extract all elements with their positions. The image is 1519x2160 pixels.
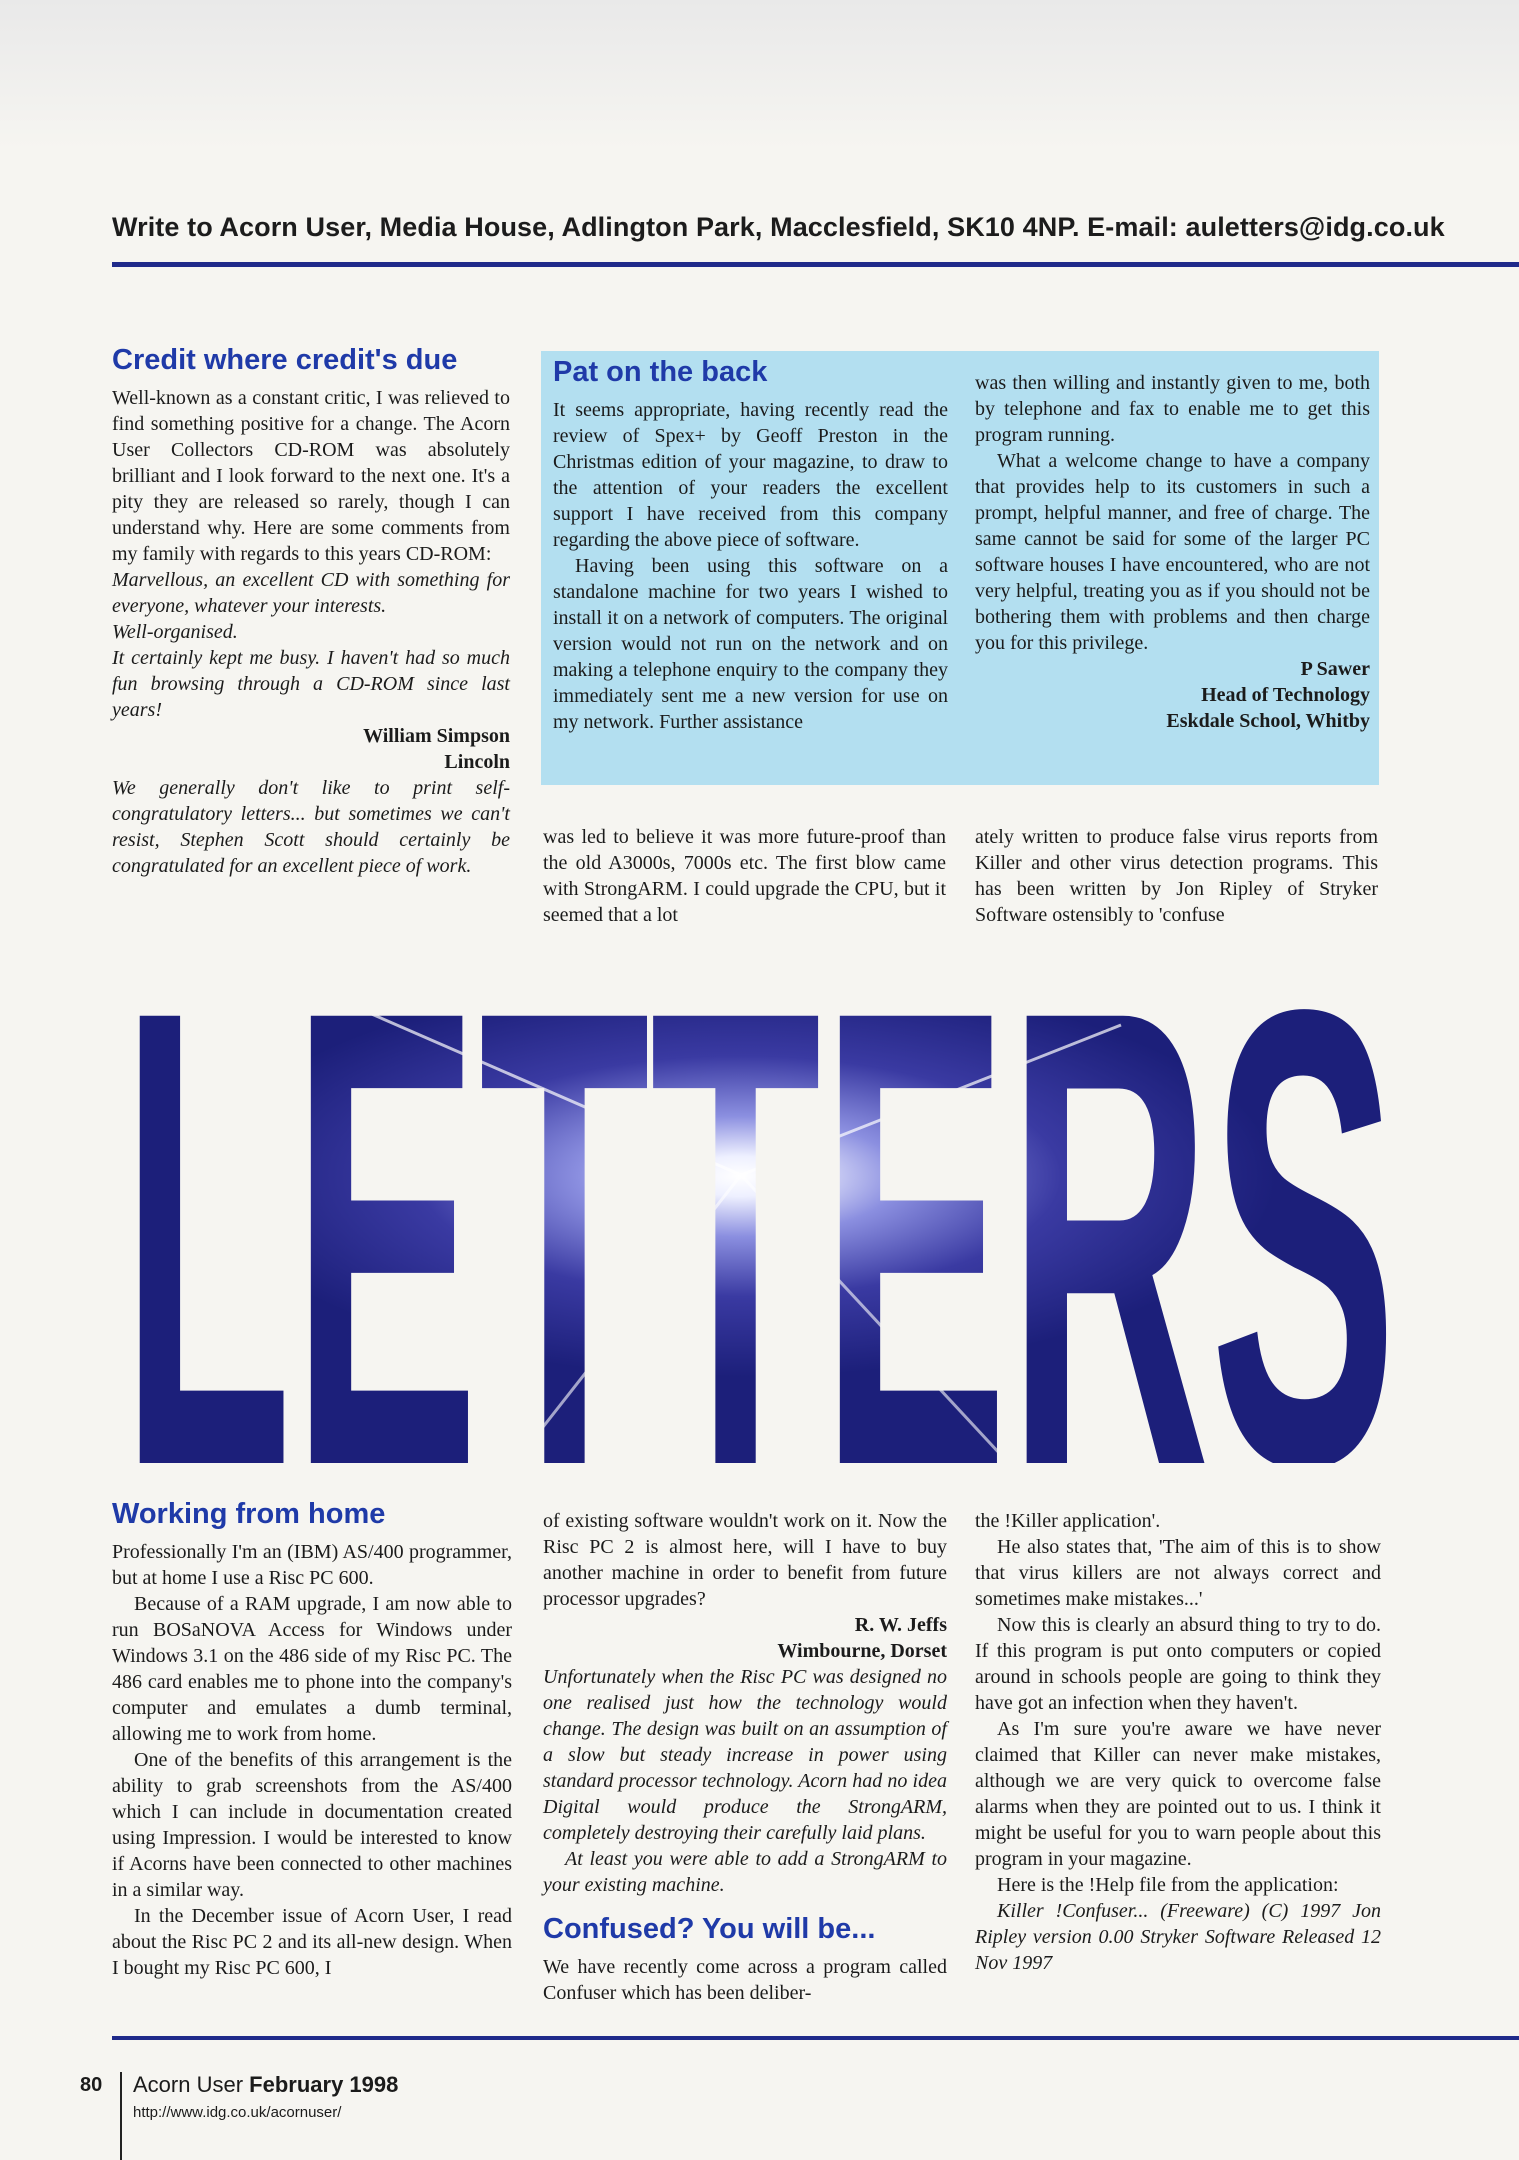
letter-working-signature-name: R. W. Jeffs	[854, 1614, 947, 1636]
letter-pat-p3: was then willing and instantly given to me, both by telephone and fax to enable me to get this program running.	[975, 372, 1370, 446]
letters-banner	[121, 985, 1397, 1463]
letter-credit-heading: Credit where credit's due	[112, 344, 458, 376]
letter-confused-p7: Killer !Confuser... (Freeware) (C) 1997 Jon Ripley version 0.00 Stryker Software Released 12 Nov 1997	[975, 1900, 1381, 1974]
letter-credit-signature-place: Lincoln	[444, 751, 510, 773]
letter-credit-quote-3: It certainly kept me busy. I haven't had so much fun browsing through a CD-ROM since last years!	[112, 647, 510, 721]
letter-credit-body: Well-known as a constant critic, I was relieved to find something positive for a change. The Acorn User Collectors CD-ROM was absolutely brilliant and I look forward to the next one. It's a pity they are released so rarely, though I can understand why. Here are some comments from my family with regards to this years CD-ROM:	[112, 387, 510, 565]
letter-working-p5: of existing software wouldn't work on it. Now the Risc PC 2 is almost here, will I have to buy another machine in order to benefit from future processor upgrades?	[543, 1510, 947, 1610]
letter-working-heading: Working from home	[112, 1498, 386, 1530]
letter-credit-quote-2: Well-organised.	[112, 621, 238, 643]
letter-pat-heading: Pat on the back	[553, 356, 768, 388]
letter-confused-col3	[975, 1508, 1381, 1976]
letter-working-p4: In the December issue of Acorn User, I read about the Risc PC 2 and its all-new design. When I bought my Risc PC 600, I	[112, 1905, 512, 1979]
letter-confused-heading: Confused? You will be...	[543, 1913, 876, 1945]
letter-pat-p4: What a welcome change to have a company that provides help to its customers in such a prompt, helpful manner, and free of charge. The same cannot be said for some of the larger PC software houses I have encountered, who are not very helpful, treating you as if you should not be bothering them with problems and then charge you for this privilege.	[975, 450, 1370, 654]
page-top-wash	[0, 0, 1519, 150]
letter-confused-continued-top: ately written to produce false virus reports from Killer and other virus detection programs. This has been written by Jon Ripley of Stryker Software ostensibly to 'confuse	[975, 826, 1378, 926]
letter-credit-signature-name: William Simpson	[363, 725, 510, 747]
letter-pat-signature-name: P Sawer	[1300, 658, 1370, 680]
letter-pat-signature-role: Head of Technology	[1201, 684, 1370, 706]
footer-divider	[120, 2072, 122, 2160]
letter-confused-p3: He also states that, 'The aim of this is to show that virus killers are not always correct and sometimes make mistakes...'	[975, 1536, 1381, 1610]
letter-pat-p2: Having been using this software on a standalone machine for two years I wished to install it on a network of computers. The original version would not run on the network and on making a telephone enquiry to the company they immediately sent me a new version for use on my network. Further assistance	[553, 555, 948, 733]
letter-working-editor-reply-1: Unfortunately when the Risc PC was designed no one realised just how the technology would change. The design was built on an assumption of a slow but steady increase in power using standard processor technology. Acorn had no idea Digital would produce the StrongARM, completely destroying their carefully laid plans.	[543, 1666, 947, 1844]
letter-pat-signature-school: Eskdale School, Whitby	[1166, 710, 1370, 732]
letter-pat-col2	[975, 370, 1370, 734]
page-number: 80	[80, 2074, 103, 2096]
letter-working	[112, 1497, 512, 1981]
header-rule	[112, 262, 1519, 267]
footer-magazine: Acorn User	[133, 2072, 244, 2097]
letter-pat-col1	[553, 355, 948, 735]
letters-address-header: Write to Acorn User, Media House, Adlington Park, Macclesfield, SK10 4NP. E-mail: auletters@idg.co.uk	[112, 212, 1445, 242]
letter-confused-p4: Now this is clearly an absurd thing to try to do. If this program is put onto computers or copied around in schools people are going to think they have got an infection when they haven't.	[975, 1614, 1381, 1714]
letter-confused-p5: As I'm sure you're aware we have never claimed that Killer can never make mistakes, although we are very quick to overcome false alarms when they are pointed out to us. I think it might be useful for you to warn people about this program in your magazine.	[975, 1718, 1381, 1870]
letter-working-signature-place: Wimbourne, Dorset	[777, 1640, 947, 1662]
letter-pat-p1: It seems appropriate, having recently read the review of Spex+ by Geoff Preston in the Christmas edition of your magazine, to draw to the attention of your readers the excellent support I have received from this company regarding the above piece of software.	[553, 399, 948, 551]
letter-confused-p1: We have recently come across a program called Confuser which has been deliber-	[543, 1956, 947, 2004]
footer-url: http://www.idg.co.uk/acornuser/	[133, 2104, 342, 2121]
letter-working-editor-reply-2: At least you were able to add a StrongARM to your existing machine.	[543, 1848, 947, 1896]
letter-confused-p2: the !Killer application'.	[975, 1510, 1161, 1532]
letter-working-p2: Because of a RAM upgrade, I am now able to run BOSaNOVA Access for Windows under Windows 3.1 on the 486 side of my Risc PC. The 486 card enables me to phone into the company's computer and emulates a dumb terminal, allowing me to work from home.	[112, 1593, 512, 1745]
letter-credit-quote-1: Marvellous, an excellent CD with something for everyone, whatever your interests.	[112, 569, 510, 617]
letter-confused-p6: Here is the !Help file from the application:	[997, 1874, 1339, 1896]
footer-rule	[112, 2036, 1519, 2040]
footer-issue: February 1998	[249, 2072, 399, 2097]
letter-working-col2	[543, 1508, 947, 2006]
letter-working-continued-top: was led to believe it was more future-proof than the old A3000s, 7000s etc. The first blow came with StrongARM. I could upgrade the CPU, but it seemed that a lot	[543, 826, 946, 926]
footer-magazine-issue	[133, 2072, 398, 2098]
letter-working-p1: Professionally I'm an (IBM) AS/400 programmer, but at home I use a Risc PC 600.	[112, 1541, 512, 1589]
letter-credit-editor-reply: We generally don't like to print self-congratulatory letters... but sometimes we can't resist, Stephen Scott should certainly be congratulated for an excellent piece of work.	[112, 777, 510, 877]
letter-credit	[112, 343, 510, 879]
letter-working-p3: One of the benefits of this arrangement is the ability to grab screenshots from the AS/400 which I can include in documentation created using Impression. I would be interested to know if Acorns have been connected to other machines in a similar way.	[112, 1749, 512, 1901]
